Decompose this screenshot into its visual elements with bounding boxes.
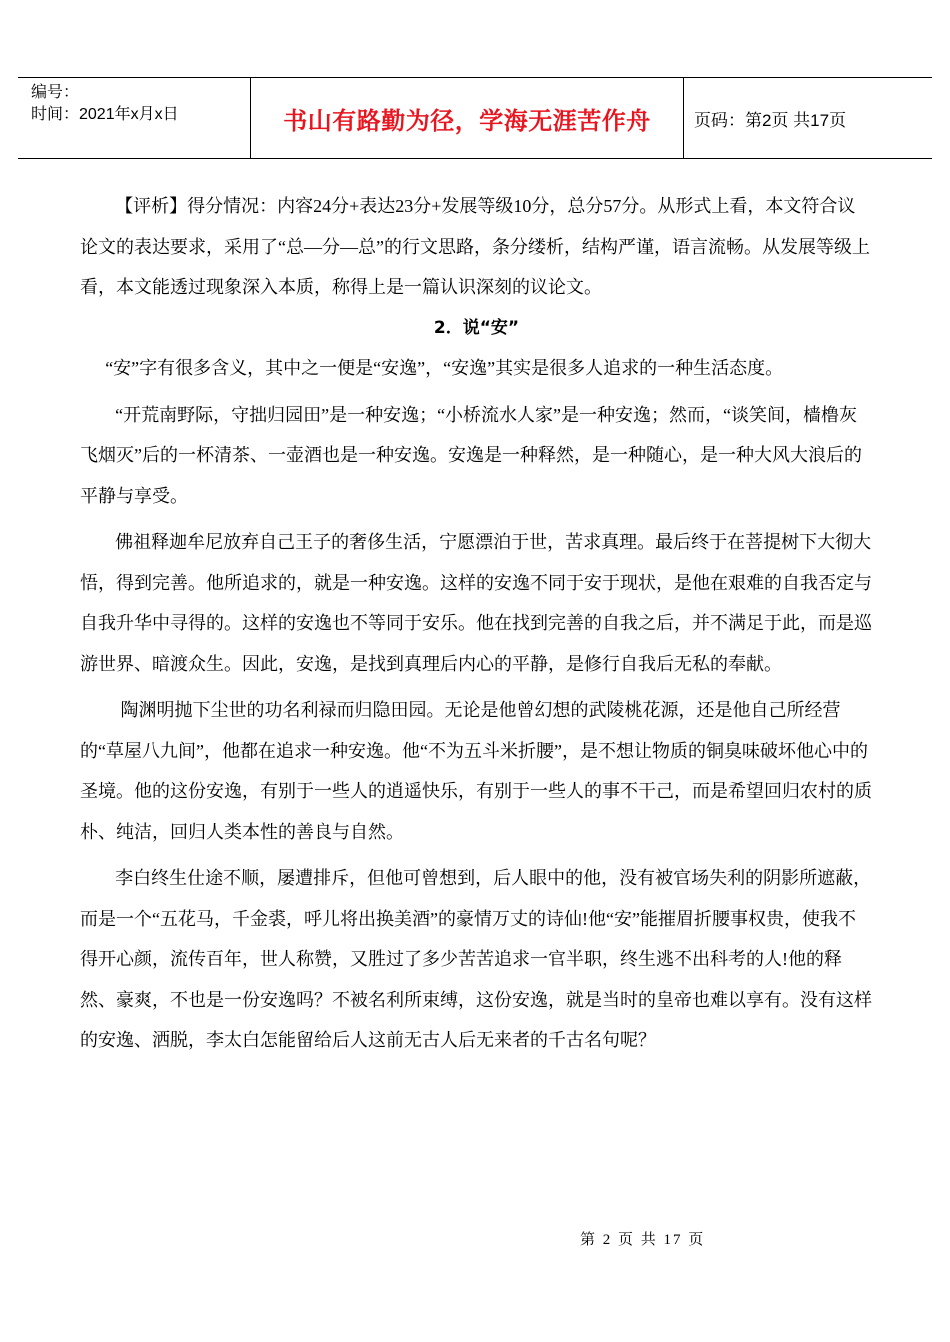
- page-header: [18, 77, 932, 159]
- header-meta: [18, 78, 251, 158]
- document-body: [80, 186, 873, 1061]
- time-label: 时间：2021年x月x日: [31, 106, 179, 123]
- essay-paragraph-2: “开荒南野际，守拙归园田”是一种安逸；“小桥流水人家”是一种安逸；然而，“谈笑间，樯橹灰飞烟灭”后的一杯清茶、一壶酒也是一种安逸。安逸是一种释然，是一种随心，是一种大风大浪后的平静与享受。: [80, 404, 862, 506]
- essay-paragraph-5: 李白终生仕途不顺，屡遭排斥，但他可曾想到，后人眼中的他，没有被官场失利的阴影所遮蔽，而是一个“五花马，千金裘，呼儿将出换美酒”的豪情万丈的诗仙!他“安”能摧眉折腰事权贵，使我不得开心颜，流传百年，世人称赞，又胜过了多少苦苦追求一官半职，终生逃不出科考的人!他的释然、豪爽，不也是一份安逸吗？不被名利所束缚，这份安逸，就是当时的皇帝也难以享有。没有这样的安逸、洒脱，李太白怎能留给后人这前无古人后无来者的千古名句呢？: [80, 868, 872, 1050]
- essay-paragraph-4: 陶渊明抛下尘世的功名利禄而归隐田园。无论是他曾幻想的武陵桃花源，还是他自己所经营的“草屋八九间”，他都在追求一种安逸。他“不为五斗米折腰”，是不想让物质的铜臭味破坏他心中的圣境。他的这份安逸，有别于一些人的逍遥快乐，有别于一些人的事不干己，而是希望回归农村的质朴、纯洁，回归人类本性的善良与自然。: [80, 700, 872, 842]
- header-page-label: 页码：第2页 共17页: [694, 110, 847, 130]
- number-label: 编号：: [31, 84, 80, 101]
- essay-paragraph-3: 佛祖释迦牟尼放弃自己王子的奢侈生活，宁愿漂泊于世，苦求真理。最后终于在菩提树下大彻大悟，得到完善。他所追求的，就是一种安逸。这样的安逸不同于安于现状，是他在艰难的自我否定与自我升华中寻得的。这样的安逸也不等同于安乐。他在找到完善的自我之后，并不满足于此，而是巡游世界、暗渡众生。因此，安逸，是找到真理后内心的平静，是修行自我后无私的奉献。: [80, 532, 872, 674]
- evaluation-paragraph: 【评析】得分情况：内容24分+表达23分+发展等级10分，总分57分。从形式上看，本文符合议论文的表达要求，采用了“总—分—总”的行文思路，条分缕析，结构严谨，语言流畅。从发展等级上看，本文能透过现象深入本质，称得上是一篇认识深刻的议论文。: [80, 196, 870, 297]
- essay-title: 2．说“安”: [433, 317, 520, 338]
- header-motto: 书山有路勤为径，学海无涯苦作舟: [251, 78, 684, 158]
- essay-paragraph-1: “安”字有很多含义，其中之一便是“安逸”，“安逸”其实是很多人追求的一种生活态度。: [105, 358, 784, 378]
- page-footer: 第 2 页 共 17 页: [580, 1232, 706, 1248]
